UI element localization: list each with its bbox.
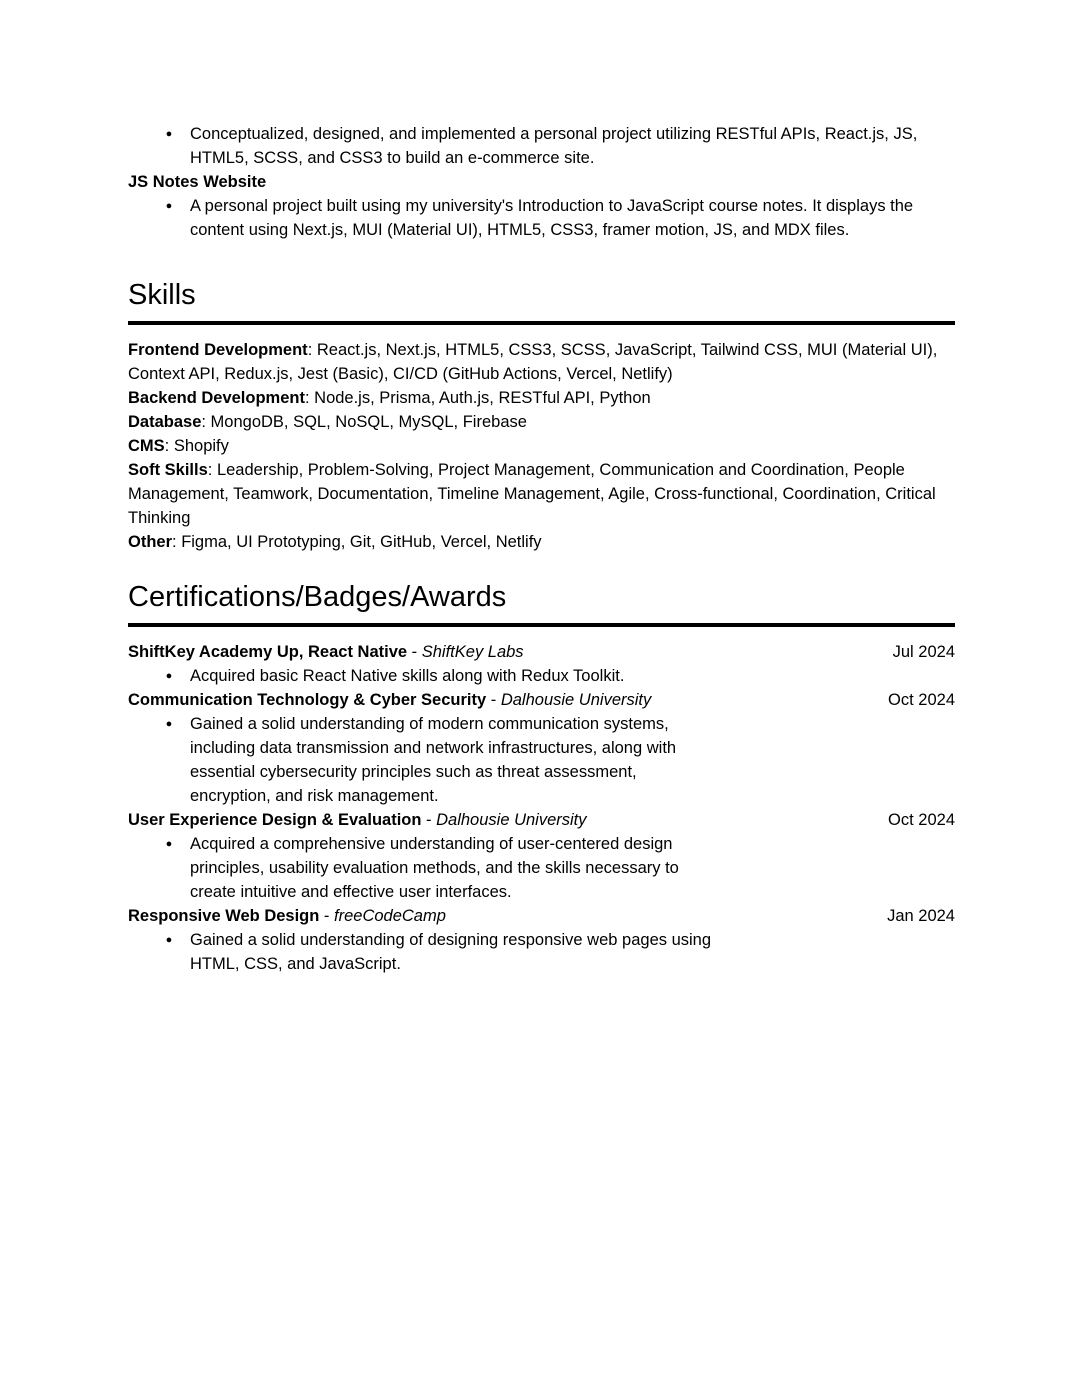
skill-value: React.js, Next.js, HTML5, CSS3, SCSS, JavaScript, Tailwind CSS, MUI (Material UI), Context API, Redux.js, Jest (Basic), CI/CD (GitHub Actions, Vercel, Netlify) [128,341,938,383]
skill-value: Leadership, Problem-Solving, Project Management, Communication and Coordination, People Management, Teamwork, Documentation, Timeline Management, Agile, Cross-functional, Coordination, Critical Thinking [128,461,936,527]
skills-section [128,278,955,554]
skill-label: Other [128,533,173,551]
certification-date: Oct 2024 [888,811,955,829]
certification-bullet-list [128,928,955,976]
certification-bullet-text: Acquired basic React Native skills along with Redux Toolkit. [190,667,625,685]
skill-line-database [128,410,955,434]
certification-title-line [128,640,524,664]
certifications-section [128,580,955,976]
projects-section [128,122,955,242]
skill-value: MongoDB, SQL, NoSQL, MySQL, Firebase [210,413,527,431]
skill-label: Database [128,413,202,431]
certification-separator: - [486,691,501,709]
certification-title-line [128,688,651,712]
certification-title-line [128,808,587,832]
bullet-icon: ● [165,838,173,850]
project-bullet-list [128,122,955,170]
certification-bullet [128,712,718,808]
certification-bullet-list [128,832,955,904]
certification-separator: - [407,643,422,661]
certification-title: ShiftKey Academy Up, React Native [128,643,408,661]
project-bullet-text: A personal project built using my university's Introduction to JavaScript course notes. It displays the content using Next.js, MUI (Material UI), HTML5, CSS3, framer motion, JS, and MDX files. [190,197,914,239]
skill-value: Node.js, Prisma, Auth.js, RESTful API, Python [314,389,651,407]
skill-separator: : [307,341,317,359]
skill-line-frontend [128,338,955,386]
certification-header [128,640,955,664]
skill-separator: : [172,533,182,551]
certifications-heading: Certifications/Badges/Awards [128,580,955,627]
certification-entry [128,640,955,688]
skill-value: Shopify [173,437,229,455]
certification-entry [128,904,955,976]
skill-label: Backend Development [128,389,305,407]
bullet-icon: ● [165,128,173,140]
certification-entry [128,808,955,904]
skill-label: Frontend Development [128,341,308,359]
certification-entry [128,688,955,808]
bullet-icon: ● [165,670,173,682]
certification-title: Communication Technology & Cyber Security [128,691,487,709]
skill-value: Figma, UI Prototyping, Git, GitHub, Vercel, Netlify [181,533,542,551]
skill-line-other [128,530,955,554]
certification-organization: ShiftKey Labs [421,643,524,661]
certification-bullet-text: Gained a solid understanding of designing responsive web pages using HTML, CSS, and JavaScript. [190,931,712,973]
skill-label: CMS [128,437,165,455]
certification-separator: - [421,811,437,829]
certification-date: Oct 2024 [888,691,955,709]
certification-organization: Dalhousie University [436,811,587,829]
certification-date: Jan 2024 [887,907,955,925]
certification-title-line [128,904,446,928]
project-bullet [128,122,955,170]
certification-separator: - [319,907,335,925]
certification-bullet-text: Gained a solid understanding of modern communication systems, including data transmission and network infrastructures, along with essential cybersecurity principles such as threat assessment, encryption, and risk management. [190,715,677,805]
skills-heading: Skills [128,278,955,325]
certification-bullet [128,832,718,904]
skill-separator: : [164,437,174,455]
project-title: JS Notes Website [128,173,267,191]
project-bullet-text: Conceptualized, designed, and implemented a personal project utilizing RESTful APIs, React.js, JS, HTML5, SCSS, and CSS3 to build an e-commerce site. [190,125,918,167]
bullet-icon: ● [165,934,173,946]
skill-separator: : [207,461,217,479]
certification-organization: freeCodeCamp [334,907,446,925]
certification-header [128,808,955,832]
project-bullet-list [128,194,955,242]
certification-header [128,904,955,928]
certification-bullet [128,928,718,976]
certification-bullet-text: Acquired a comprehensive understanding of user-centered design principles, usability evaluation methods, and the skills necessary to create intuitive and effective user interfaces. [190,835,679,901]
skill-separator: : [201,413,211,431]
skill-line-soft-skills [128,458,955,530]
skill-line-cms [128,434,955,458]
certification-header [128,688,955,712]
bullet-icon: ● [165,718,173,730]
certification-bullet [128,664,718,688]
bullet-icon: ● [165,200,173,212]
certification-bullet-list [128,712,955,808]
certification-organization: Dalhousie University [500,691,652,709]
certification-date: Jul 2024 [892,643,955,661]
skill-line-backend [128,386,955,410]
project-bullet [128,194,955,242]
skill-label: Soft Skills [128,461,208,479]
certification-title: User Experience Design & Evaluation [128,811,422,829]
certification-title: Responsive Web Design [128,907,320,925]
certification-bullet-list [128,664,955,688]
skill-separator: : [304,389,315,407]
